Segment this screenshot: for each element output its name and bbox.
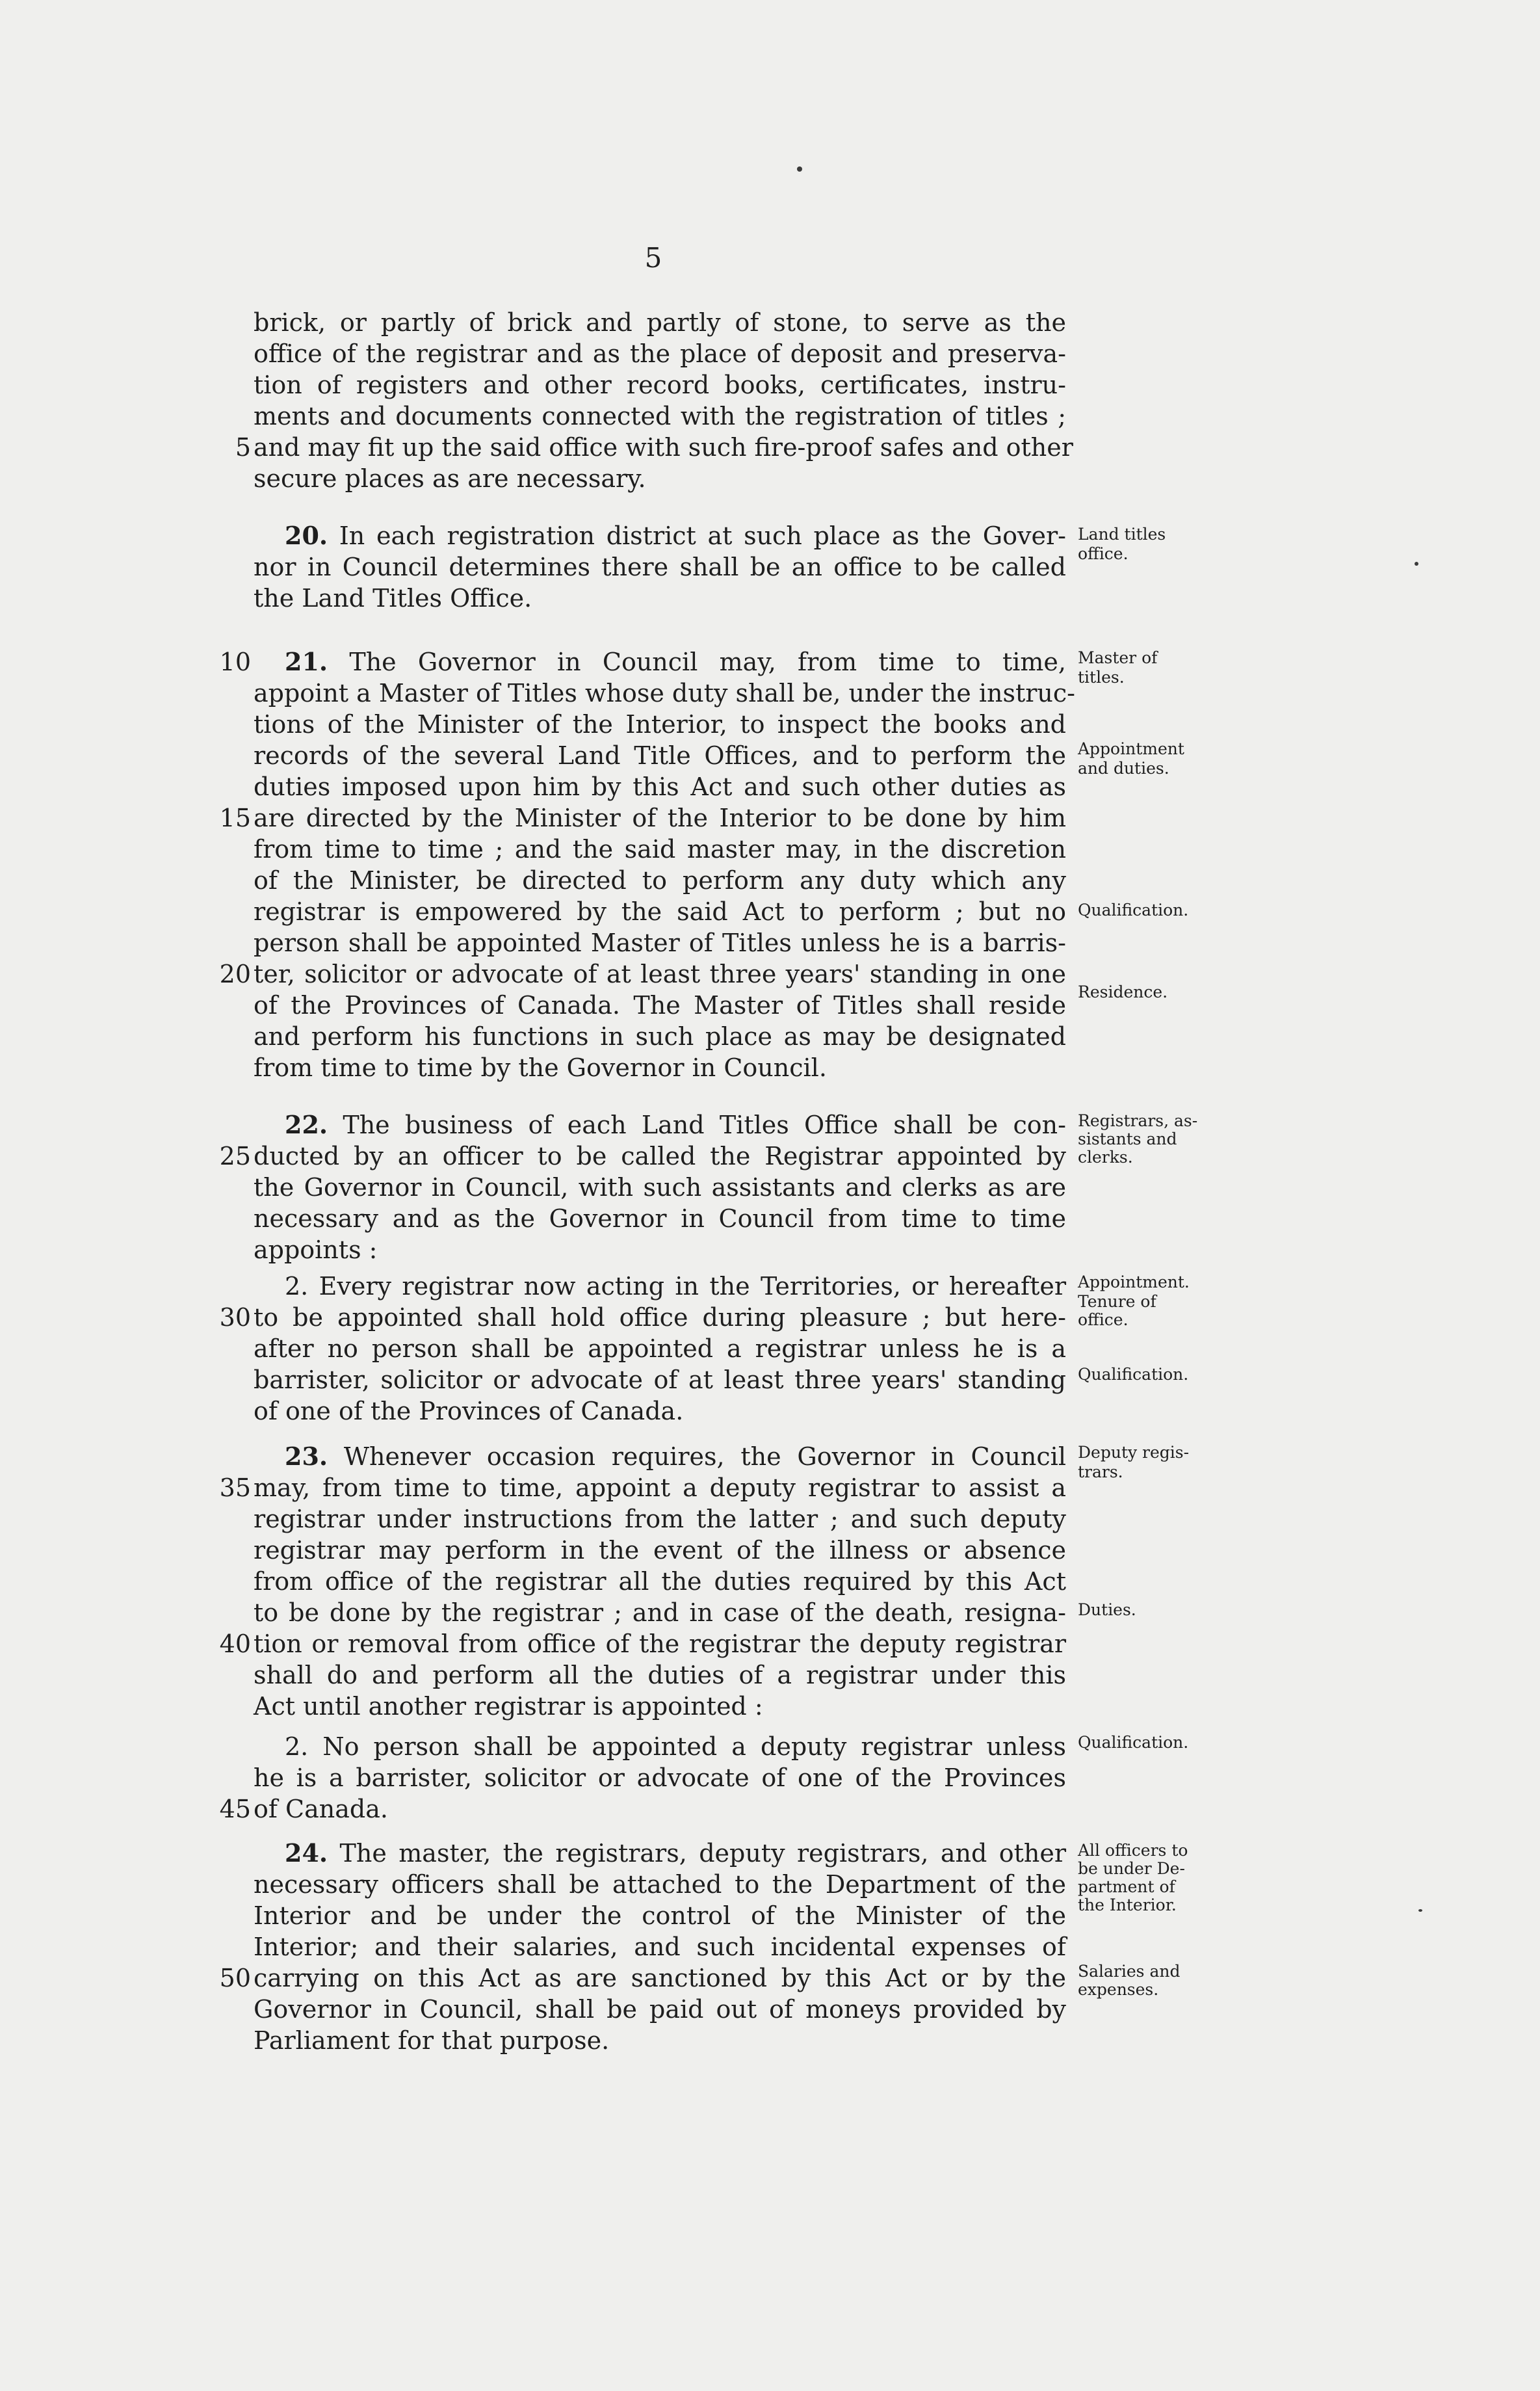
- text-line: to be done by the registrar ; and in case of the death, resigna-: [254, 1598, 1066, 1627]
- margin-note: titles.: [1078, 668, 1125, 687]
- text-line: from office of the registrar all the duties required by this Act: [254, 1567, 1066, 1596]
- margin-note: Residence.: [1078, 983, 1168, 1001]
- text-line: from time to time ; and the said master may, in the discretion: [254, 835, 1066, 864]
- scan-speck: [797, 166, 802, 172]
- margin-note: expenses.: [1078, 1980, 1159, 1999]
- section-number: 24.: [285, 1838, 328, 1868]
- page-number: 5: [644, 242, 662, 274]
- text-line: ments and documents connected with the registration of titles ;: [254, 402, 1066, 430]
- margin-note: Qualification.: [1078, 1365, 1189, 1384]
- margin-note: Deputy regis-: [1078, 1443, 1190, 1462]
- text-line: registrar under instructions from the latter ; and such deputy: [254, 1505, 1066, 1533]
- line-number: 10: [219, 648, 251, 676]
- margin-note: and duties.: [1078, 759, 1169, 778]
- text-line: Interior and be under the control of the Minister of the: [254, 1901, 1066, 1930]
- text-line: after no person shall be appointed a registrar unless he is a: [254, 1334, 1066, 1363]
- text-line: 2. No person shall be appointed a deputy registrar unless: [285, 1732, 1066, 1761]
- margin-note: Salaries and: [1078, 1962, 1181, 1981]
- text-line: are directed by the Minister of the Interior to be done by him: [254, 804, 1066, 832]
- margin-note: Duties.: [1078, 1600, 1136, 1619]
- margin-note: trars.: [1078, 1462, 1123, 1481]
- line-number: 15: [219, 804, 251, 832]
- text-line: Parliament for that purpose.: [254, 2026, 610, 2055]
- text-line: registrar may perform in the event of the illness or absence: [254, 1536, 1066, 1565]
- text-line: tion of registers and other record books, certificates, instru-: [254, 371, 1066, 399]
- margin-note: partment of: [1078, 1877, 1175, 1896]
- text-line: person shall be appointed Master of Titles unless he is a barris-: [254, 929, 1066, 957]
- margin-note: Qualification.: [1078, 1733, 1189, 1752]
- section-line: [285, 1441, 1066, 1472]
- text-line: registrar is empowered by the said Act to perform ; but no: [254, 897, 1066, 926]
- text-line: nor in Council determines there shall be an office to be called: [254, 553, 1066, 581]
- section-line: [285, 1838, 1066, 1869]
- section-text: The business of each Land Titles Office shall be con-: [328, 1111, 1066, 1139]
- section-number: 20.: [285, 521, 328, 550]
- text-line: the Governor in Council, with such assistants and clerks as are: [254, 1173, 1066, 1202]
- margin-note: Qualification.: [1078, 901, 1189, 919]
- section-number: 22.: [285, 1110, 328, 1139]
- text-line: tion or removal from office of the registrar the deputy registrar: [254, 1630, 1066, 1658]
- margin-note: Master of: [1078, 648, 1158, 667]
- text-line: records of the several Land Title Offices, and to perform the: [254, 741, 1066, 770]
- margin-note: Appointment.: [1078, 1273, 1190, 1291]
- text-line: appoint a Master of Titles whose duty shall be, under the instruc-: [254, 679, 1076, 707]
- text-line: ter, solicitor or advocate of at least three years' standing in one: [254, 960, 1066, 988]
- text-line: of the Minister, be directed to perform any duty which any: [254, 866, 1066, 895]
- text-line: of the Provinces of Canada. The Master of Titles shall reside: [254, 991, 1066, 1020]
- section-line: [285, 520, 1066, 551]
- text-line: necessary and as the Governor in Council from time to time: [254, 1204, 1066, 1233]
- section-text: Whenever occasion requires, the Governor in Council: [328, 1442, 1066, 1471]
- text-line: duties imposed upon him by this Act and such other duties as: [254, 773, 1066, 801]
- line-number: 50: [219, 1964, 251, 1992]
- margin-note: be under De-: [1078, 1859, 1185, 1878]
- text-line: from time to time by the Governor in Council.: [254, 1053, 827, 1082]
- section-number: 21.: [285, 647, 328, 676]
- scan-speck: [1415, 562, 1418, 566]
- text-line: and may fit up the said office with such fire-proof safes and other: [254, 433, 1073, 462]
- line-number: 25: [219, 1142, 251, 1170]
- text-line: barrister, solicitor or advocate of at least three years' standing: [254, 1366, 1066, 1394]
- margin-note: office.: [1078, 1310, 1129, 1329]
- text-line: he is a barrister, solicitor or advocate of one of the Provinces: [254, 1764, 1066, 1792]
- margin-note: the Interior.: [1078, 1896, 1177, 1914]
- margin-note: Land titles: [1078, 525, 1166, 544]
- line-number: 45: [219, 1795, 251, 1823]
- line-number: 30: [219, 1303, 251, 1332]
- text-line: necessary officers shall be attached to the Department of the: [254, 1870, 1066, 1899]
- section-line: [285, 646, 1066, 678]
- text-line: and perform his functions in such place as may be designated: [254, 1022, 1066, 1051]
- margin-note: office.: [1078, 544, 1129, 563]
- section-text: In each registration district at such place as the Gover-: [328, 522, 1066, 550]
- text-line: the Land Titles Office.: [254, 584, 532, 613]
- section-text: The Governor in Council may, from time to time,: [328, 648, 1066, 676]
- section-line: [285, 1109, 1066, 1141]
- text-line: to be appointed shall hold office during pleasure ; but here-: [254, 1303, 1066, 1332]
- text-line: Act until another registrar is appointed :: [254, 1692, 763, 1721]
- text-line: appoints :: [254, 1235, 378, 1264]
- text-line: tions of the Minister of the Interior, to inspect the books and: [254, 710, 1066, 739]
- section-number: 23.: [285, 1442, 328, 1471]
- text-line: 2. Every registrar now acting in the Territories, or hereafter: [285, 1272, 1066, 1301]
- line-number: 20: [219, 960, 251, 988]
- section-text: The master, the registrars, deputy registrars, and other: [328, 1839, 1066, 1868]
- text-line: office of the registrar and as the place of deposit and preserva-: [254, 339, 1066, 368]
- text-line: Interior; and their salaries, and such incidental expenses of: [254, 1933, 1066, 1961]
- margin-note: Tenure of: [1078, 1292, 1156, 1311]
- text-line: shall do and perform all the duties of a registrar under this: [254, 1661, 1066, 1689]
- line-number: 35: [219, 1473, 251, 1502]
- text-line: carrying on this Act as are sanctioned by this Act or by the: [254, 1964, 1066, 1992]
- margin-note: sistants and: [1078, 1129, 1177, 1148]
- line-number: 40: [219, 1630, 251, 1658]
- text-line: of Canada.: [254, 1795, 388, 1823]
- line-number: 5: [235, 433, 251, 462]
- text-line: Governor in Council, shall be paid out of moneys provided by: [254, 1995, 1066, 2024]
- margin-note: Registrars, as-: [1078, 1111, 1198, 1130]
- text-line: secure places as are necessary.: [254, 464, 646, 493]
- text-line: may, from time to time, appoint a deputy registrar to assist a: [254, 1473, 1066, 1502]
- margin-note: Appointment: [1078, 739, 1184, 758]
- text-line: of one of the Provinces of Canada.: [254, 1397, 684, 1425]
- margin-note: All officers to: [1078, 1841, 1188, 1860]
- text-line: brick, or partly of brick and partly of stone, to serve as the: [254, 308, 1066, 337]
- scan-speck: [1418, 1909, 1422, 1912]
- text-line: ducted by an officer to be called the Registrar appointed by: [254, 1142, 1066, 1170]
- margin-note: clerks.: [1078, 1148, 1133, 1167]
